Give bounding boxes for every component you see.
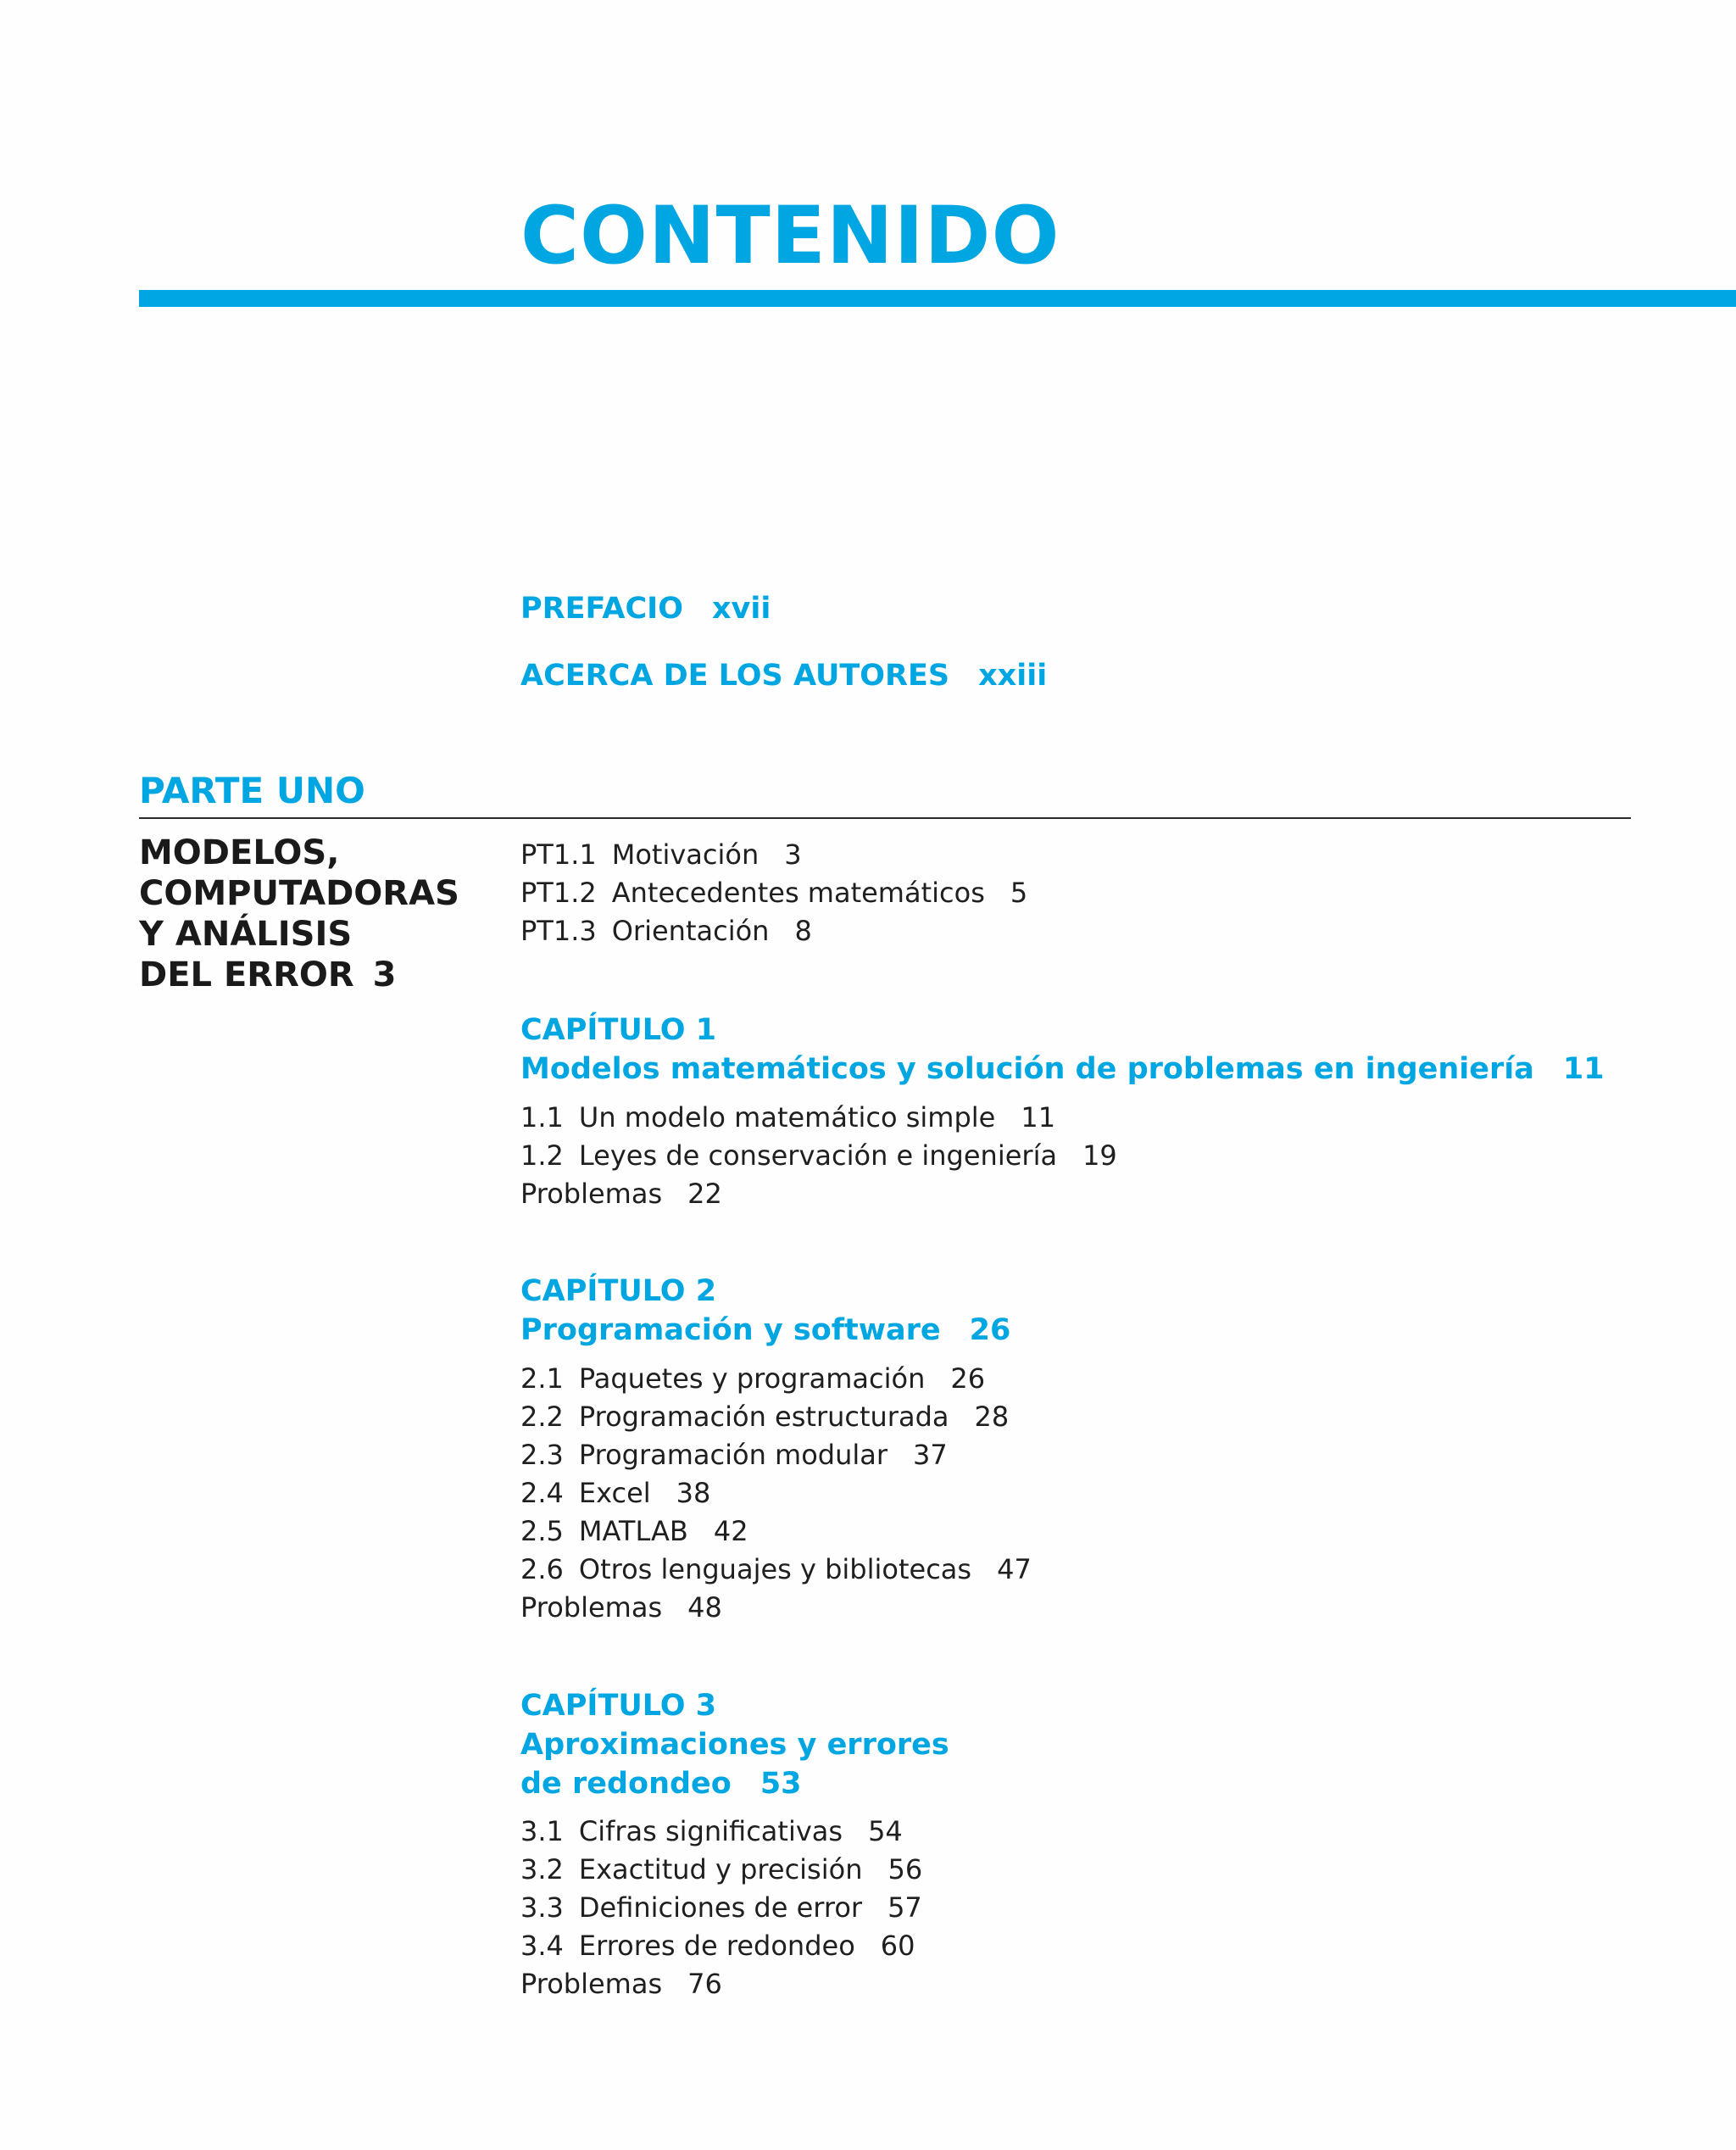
section-page: 3 (784, 838, 802, 871)
part-title-line: MODELOS, (139, 833, 340, 872)
section-title: Problemas (520, 1591, 663, 1624)
section-page: 57 (887, 1891, 922, 1924)
section-title: Otros lenguajes y bibliotecas (578, 1553, 972, 1585)
toc-entry[interactable] (520, 1137, 1117, 1175)
section-title: Paquetes y programación (578, 1362, 926, 1395)
chapter-title-line: Aproximaciones y errores (520, 1728, 949, 1762)
toc-entry[interactable] (520, 1965, 922, 2003)
section-title: Cifras significativas (578, 1815, 843, 1847)
toc-entry[interactable] (520, 1474, 1032, 1512)
section-page: 54 (868, 1815, 903, 1847)
toc-entry[interactable] (520, 1813, 922, 1851)
section-page: 22 (687, 1178, 722, 1210)
toc-entry[interactable] (520, 1889, 922, 1927)
section-page: 42 (713, 1515, 748, 1547)
toc-entry[interactable] (520, 1851, 922, 1889)
section-title: Programación estructurada (578, 1401, 949, 1433)
entry-label: ACERCA DE LOS AUTORES (520, 659, 950, 693)
section-page: 28 (974, 1401, 1010, 1433)
toc-entry[interactable] (520, 1927, 922, 1965)
part-section-list (520, 836, 1027, 950)
part-page: 3 (372, 955, 397, 994)
section-page: 26 (950, 1362, 986, 1395)
section-title: MATLAB (578, 1515, 688, 1547)
toc-entry[interactable] (520, 1551, 1032, 1589)
section-page: 37 (913, 1439, 948, 1471)
section-page: 56 (887, 1853, 923, 1885)
chapter-page: 11 (1562, 1052, 1605, 1086)
chapter-section-list (520, 1099, 1117, 1213)
section-title: Antecedentes matemáticos (611, 877, 985, 909)
section-number: PT1.3 (520, 915, 597, 947)
part-title-line: Y ANÁLISIS (139, 915, 353, 954)
toc-entry[interactable] (520, 1589, 1032, 1627)
part-title-line: DEL ERROR (139, 955, 354, 994)
toc-entry-prefacio[interactable] (520, 594, 771, 624)
section-title: Motivación (611, 838, 760, 871)
toc-entry[interactable] (520, 874, 1027, 912)
toc-entry[interactable] (520, 1099, 1117, 1137)
toc-entry[interactable] (520, 1360, 1032, 1398)
part-title[interactable] (139, 833, 512, 995)
toc-entry[interactable] (520, 836, 1027, 874)
entry-page: xxiii (978, 659, 1048, 693)
toc-entry[interactable] (520, 1175, 1117, 1213)
section-number: 3.1 (520, 1815, 564, 1847)
section-number: 2.5 (520, 1515, 564, 1547)
section-title: Definiciones de error (578, 1891, 863, 1924)
section-title: Orientación (611, 915, 770, 947)
part-title-line: COMPUTADORAS (139, 874, 459, 913)
toc-entry[interactable] (520, 1436, 1032, 1474)
part-divider (139, 817, 1631, 819)
section-title: Un modelo matemático simple (578, 1101, 996, 1133)
title-rule (139, 290, 1736, 307)
section-title: Excel (578, 1477, 651, 1509)
page-title: CONTENIDO (520, 190, 1060, 282)
section-number: 2.2 (520, 1401, 564, 1433)
section-page: 19 (1082, 1139, 1117, 1172)
chapter-title[interactable] (520, 1050, 1605, 1089)
section-page: 60 (880, 1930, 915, 1962)
section-page: 47 (997, 1553, 1032, 1585)
toc-entry[interactable] (520, 1398, 1032, 1436)
section-page: 11 (1021, 1101, 1056, 1133)
section-number: 3.3 (520, 1891, 564, 1924)
section-page: 8 (794, 915, 812, 947)
section-title: Exactitud y precisión (578, 1853, 863, 1885)
section-title: Problemas (520, 1968, 663, 2000)
toc-entry-acerca-de-los-autores[interactable] (520, 661, 1047, 691)
section-page: 76 (687, 1968, 722, 2000)
entry-page: xvii (711, 592, 771, 626)
chapter-label: CAPÍTULO 3 (520, 1689, 717, 1723)
section-number: PT1.1 (520, 838, 597, 871)
section-title: Errores de redondeo (578, 1930, 855, 1962)
section-number: PT1.2 (520, 877, 597, 909)
section-number: 2.1 (520, 1362, 564, 1395)
chapter-label: CAPÍTULO 2 (520, 1274, 717, 1308)
chapter-section-list (520, 1360, 1032, 1627)
section-title: Problemas (520, 1178, 663, 1210)
section-page: 48 (687, 1591, 722, 1624)
chapter-title-line: Programación y software (520, 1313, 941, 1347)
entry-label: PREFACIO (520, 592, 683, 626)
section-number: 1.1 (520, 1101, 564, 1133)
section-title: Programación modular (578, 1439, 888, 1471)
chapter-title-line: Modelos matemáticos y solución de problemas en ingeniería (520, 1052, 1534, 1086)
section-number: 3.2 (520, 1853, 564, 1885)
section-page: 38 (676, 1477, 711, 1509)
chapter-section-list (520, 1813, 922, 2003)
chapter-title[interactable] (520, 1725, 949, 1803)
section-title: Leyes de conservación e ingeniería (578, 1139, 1058, 1172)
section-page: 5 (1010, 877, 1028, 909)
toc-entry[interactable] (520, 912, 1027, 950)
chapter-label: CAPÍTULO 1 (520, 1013, 717, 1047)
chapter-page: 26 (969, 1313, 1011, 1347)
chapter-title-line: de redondeo (520, 1767, 732, 1801)
part-label: PARTE UNO (139, 770, 365, 811)
chapter-page: 53 (760, 1767, 802, 1801)
section-number: 2.3 (520, 1439, 564, 1471)
section-number: 1.2 (520, 1139, 564, 1172)
section-number: 3.4 (520, 1930, 564, 1962)
section-number: 2.4 (520, 1477, 564, 1509)
section-number: 2.6 (520, 1553, 564, 1585)
chapter-title[interactable] (520, 1311, 1010, 1350)
toc-entry[interactable] (520, 1512, 1032, 1551)
